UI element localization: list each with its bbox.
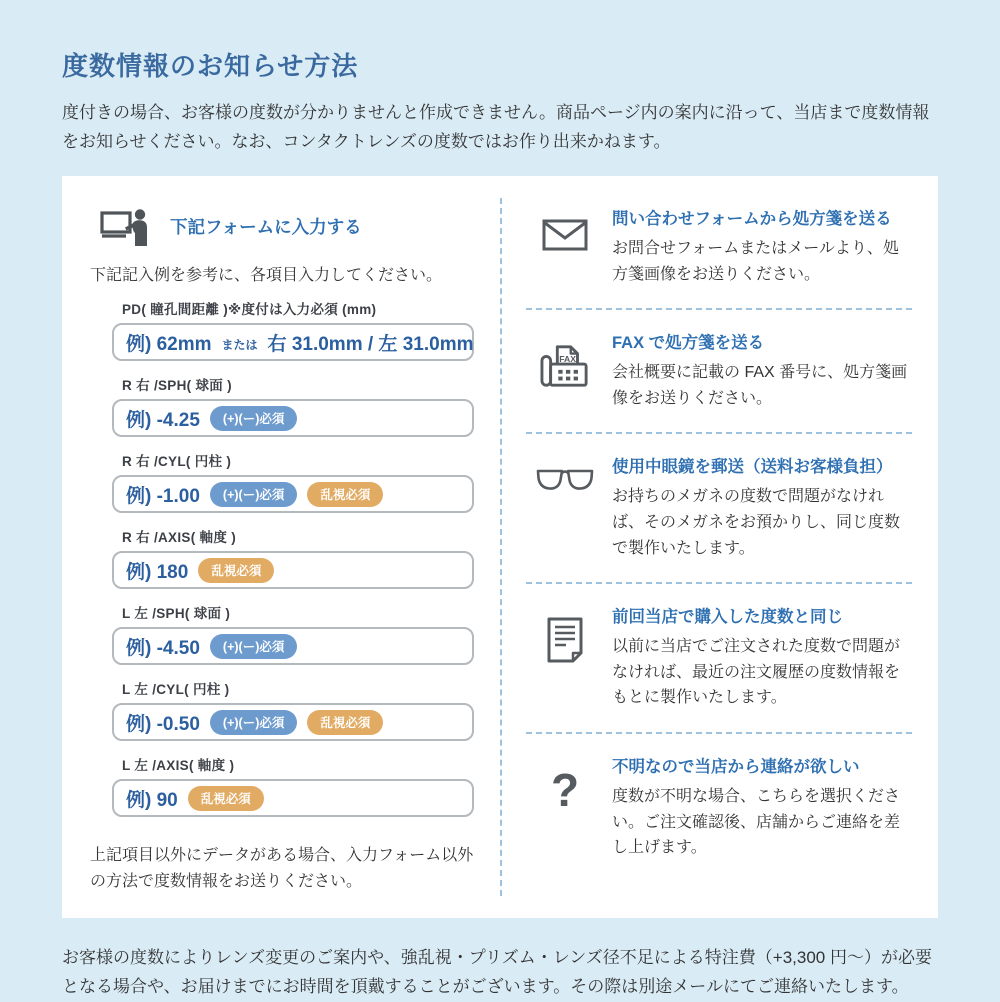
field-label: L 左 /SPH( 球面 ) <box>122 606 231 622</box>
method-item <box>526 308 912 432</box>
field-example-box <box>112 399 474 437</box>
form-field <box>112 374 474 437</box>
form-field <box>112 526 474 589</box>
method-text <box>612 603 912 711</box>
method-title: 使用中眼鏡を郵送（送料お客様負担） <box>612 458 893 477</box>
method-body: お問合せフォームまたはメールより、処方箋画像をお送りください。 <box>612 240 899 283</box>
form-field <box>112 754 474 817</box>
form-section-title: 下記フォームに入力する <box>170 216 362 237</box>
field-example-box <box>112 323 474 361</box>
method-body: お持ちのメガネの度数で問題がなければ、そのメガネをお預かりし、同じ度数で製作いたします。 <box>612 488 901 557</box>
astigmatism-required-badge: 乱視必須 <box>307 710 383 735</box>
method-item <box>526 732 912 882</box>
method-title: 問い合わせフォームから処方箋を送る <box>612 210 892 229</box>
fax-icon <box>532 329 598 411</box>
field-example-text: 例) 90 <box>126 789 178 811</box>
field-example-box <box>112 627 474 665</box>
method-text <box>612 453 912 561</box>
field-example-text: 例) -4.50 <box>126 637 200 659</box>
plus-minus-required-badge: (+)(ー)必須 <box>210 406 297 431</box>
prescription-methods-card <box>62 176 938 918</box>
field-label: L 左 /CYL( 円柱 ) <box>122 682 230 698</box>
method-title: 不明なので当店から連絡が欲しい <box>612 758 860 777</box>
plus-minus-required-badge: (+)(ー)必須 <box>210 482 297 507</box>
footer-note: お客様の度数によりレンズ変更のご案内や、強乱視・プリズム・レンズ径不足による特注費（+3,300 円〜）が必要となる場合や、お届けまでにお時間を頂戴することがございます。その際は別途メールにてご連絡いたします。 <box>62 948 932 997</box>
page-title: 度数情報のお知らせ方法 <box>62 51 359 81</box>
plus-minus-required-badge: (+)(ー)必須 <box>210 634 297 659</box>
field-example-box <box>112 703 474 741</box>
field-example-text: 例) 62mm <box>126 333 212 355</box>
document-icon <box>532 603 598 711</box>
envelope-icon <box>532 205 598 287</box>
field-example-text: 例) -4.25 <box>126 409 200 431</box>
method-body: 以前に当店でご注文された度数で問題がなければ、最近の注文履歴の度数情報をもとに製作いたします。 <box>612 638 901 707</box>
method-text <box>612 205 912 287</box>
presenter-icon <box>100 206 152 246</box>
form-field <box>112 450 474 513</box>
form-section-header <box>100 206 476 246</box>
form-input-section <box>62 176 500 918</box>
method-text <box>612 329 912 411</box>
field-example-text: 例) -0.50 <box>126 713 200 735</box>
field-example-box <box>112 551 474 589</box>
form-field <box>112 298 474 361</box>
method-item <box>526 582 912 732</box>
method-item <box>526 186 912 308</box>
plus-minus-required-badge: (+)(ー)必須 <box>210 710 297 735</box>
method-title: FAX で処方箋を送る <box>612 334 765 353</box>
field-label: R 右 /AXIS( 軸度 ) <box>122 530 237 546</box>
question-icon: ? <box>550 764 580 817</box>
method-body: 度数が不明な場合、こちらを選択ください。ご注文確認後、店舗からご連絡を差し上げます。 <box>612 788 901 857</box>
field-example-text: 右 31.0mm / 左 31.0mm <box>267 333 474 355</box>
alternative-methods-section <box>502 176 938 918</box>
glasses-icon <box>532 453 598 561</box>
field-example-box <box>112 779 474 817</box>
method-title: 前回当店で購入した度数と同じ <box>612 608 843 627</box>
svg-text:FAX: FAX <box>559 354 577 365</box>
method-text <box>612 753 912 861</box>
form-fields <box>112 298 474 817</box>
field-example-box <box>112 475 474 513</box>
form-note: 下記記入例を参考に、各項目入力してください。 <box>90 267 443 285</box>
intro-text: 度付きの場合、お客様の度数が分かりませんと作成できません。商品ページ内の案内に沿って、当店まで度数情報をお知らせください。なお、コンタクトレンズの度数ではお作り出来かねます。 <box>62 103 930 151</box>
method-item <box>526 432 912 582</box>
field-label: L 左 /AXIS( 軸度 ) <box>122 758 235 774</box>
astigmatism-required-badge: 乱視必須 <box>198 558 274 583</box>
form-field <box>112 678 474 741</box>
form-field <box>112 602 474 665</box>
astigmatism-required-badge: 乱視必須 <box>307 482 383 507</box>
field-example-text: 例) 180 <box>126 561 189 583</box>
field-example-text: または <box>221 337 258 352</box>
astigmatism-required-badge: 乱視必須 <box>188 786 264 811</box>
field-label: R 右 /SPH( 球面 ) <box>122 378 232 394</box>
field-label: R 右 /CYL( 円柱 ) <box>122 454 232 470</box>
field-example-text: 例) -1.00 <box>126 485 200 507</box>
form-footnote: 上記項目以外にデータがある場合、入力フォーム以外の方法で度数情報をお送りください。 <box>90 847 474 890</box>
method-body: 会社概要に記載の FAX 番号に、処方箋画像をお送りください。 <box>612 364 908 407</box>
field-label: PD( 瞳孔間距離 )※度付は入力必須 (mm) <box>122 302 377 318</box>
